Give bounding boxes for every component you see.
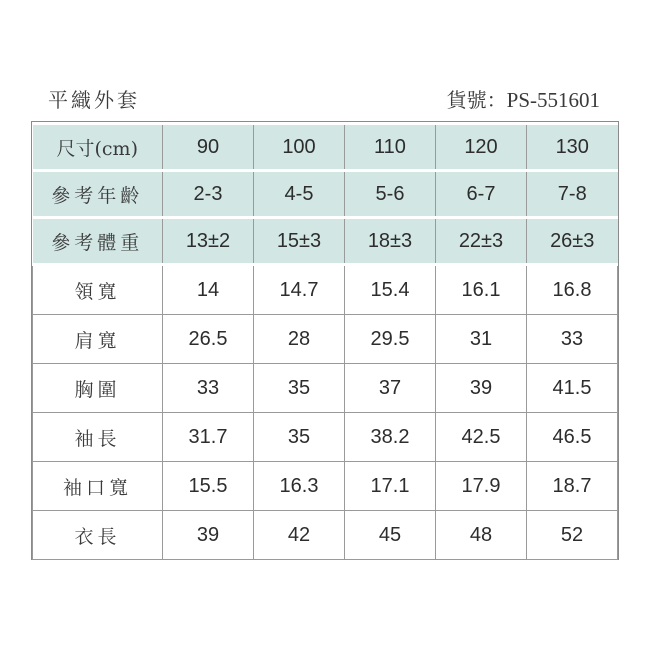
- table-cell: 29.5: [345, 315, 436, 364]
- table-cell: 42.5: [436, 413, 527, 462]
- table-cell: 7-8: [527, 171, 618, 218]
- table-cell: 110: [345, 124, 436, 171]
- weight-row: [33, 218, 618, 265]
- table-row: [33, 265, 618, 315]
- table-cell: 22±3: [436, 218, 527, 265]
- table-cell: 16.8: [527, 265, 618, 315]
- table-cell: 15.4: [345, 265, 436, 315]
- table-cell: 37: [345, 364, 436, 413]
- product-code-label: 貨號：: [446, 88, 507, 112]
- table-cell: 16.3: [254, 462, 345, 511]
- table-cell: 39: [163, 511, 254, 560]
- table-cell: 41.5: [527, 364, 618, 413]
- table-cell: 15±3: [254, 218, 345, 265]
- table-cell: 33: [527, 315, 618, 364]
- row-label: 領寬: [33, 265, 163, 315]
- table-cell: 52: [527, 511, 618, 560]
- table-cell: 15.5: [163, 462, 254, 511]
- table-cell: 35: [254, 413, 345, 462]
- row-label: 袖長: [33, 413, 163, 462]
- table-cell: 14.7: [254, 265, 345, 315]
- table-cell: 14: [163, 265, 254, 315]
- table-cell: 38.2: [345, 413, 436, 462]
- row-label: 袖口寬: [33, 462, 163, 511]
- row-label: 衣長: [33, 511, 163, 560]
- table-cell: 39: [436, 364, 527, 413]
- table-cell: 26±3: [527, 218, 618, 265]
- table-cell: 46.5: [527, 413, 618, 462]
- table-cell: 31.7: [163, 413, 254, 462]
- table-cell: 90: [163, 124, 254, 171]
- product-code-value: PS-551601: [506, 88, 600, 112]
- table-cell: 6-7: [436, 171, 527, 218]
- table-cell: 31: [436, 315, 527, 364]
- age-row: [33, 171, 618, 218]
- product-code: [447, 84, 600, 113]
- table-cell: 120: [436, 124, 527, 171]
- table-cell: 48: [436, 511, 527, 560]
- row-label: 胸圍: [33, 364, 163, 413]
- table-cell: 18.7: [527, 462, 618, 511]
- table-row: [33, 462, 618, 511]
- table-cell: 42: [254, 511, 345, 560]
- table-row: [33, 413, 618, 462]
- table-cell: 16.1: [436, 265, 527, 315]
- table-cell: 17.9: [436, 462, 527, 511]
- table-cell: 4-5: [254, 171, 345, 218]
- row-label: 尺寸(cm): [33, 124, 163, 171]
- row-label: 參考體重: [33, 218, 163, 265]
- table-cell: 18±3: [345, 218, 436, 265]
- size-row: [33, 124, 618, 171]
- table-cell: 28: [254, 315, 345, 364]
- size-table: [32, 122, 618, 560]
- table-cell: 33: [163, 364, 254, 413]
- table-cell: 2-3: [163, 171, 254, 218]
- table-row: [33, 364, 618, 413]
- table-cell: 100: [254, 124, 345, 171]
- table-cell: 5-6: [345, 171, 436, 218]
- size-chart: [31, 121, 619, 560]
- table-row: [33, 315, 618, 364]
- table-row: [33, 511, 618, 560]
- table-cell: 26.5: [163, 315, 254, 364]
- table-cell: 35: [254, 364, 345, 413]
- row-label: 參考年齡: [33, 171, 163, 218]
- row-label: 肩寬: [33, 315, 163, 364]
- product-title: 平織外套: [48, 88, 140, 112]
- table-cell: 17.1: [345, 462, 436, 511]
- table-cell: 13±2: [163, 218, 254, 265]
- table-cell: 45: [345, 511, 436, 560]
- table-cell: 130: [527, 124, 618, 171]
